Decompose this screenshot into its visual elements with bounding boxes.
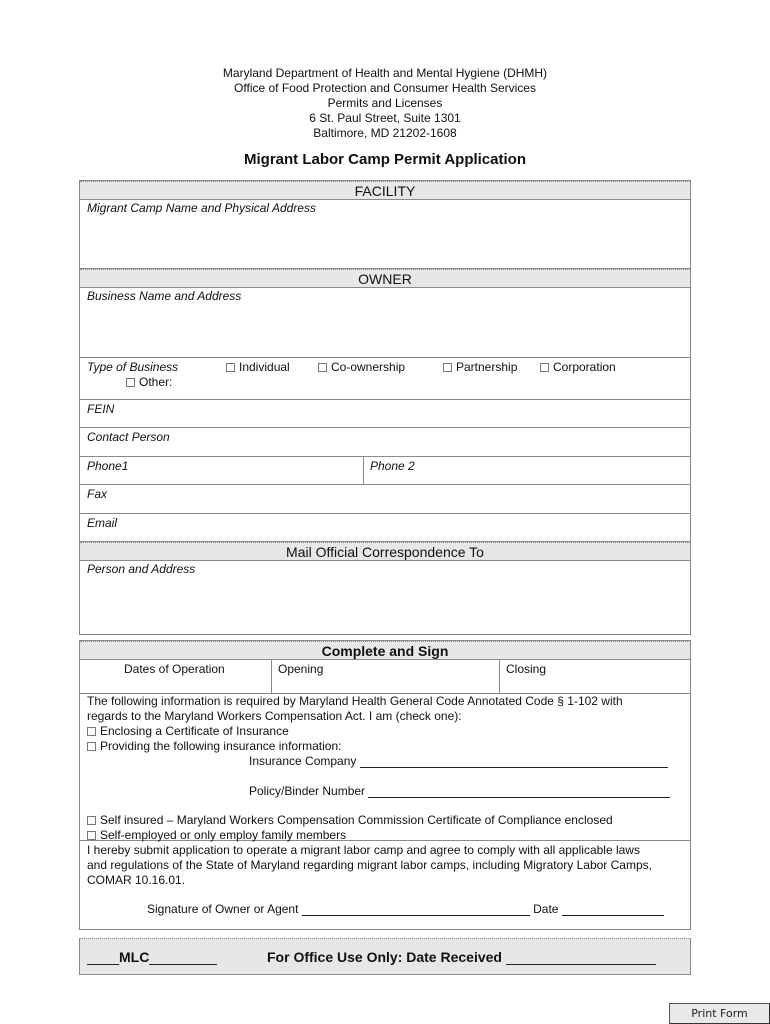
fax-field[interactable] xyxy=(80,485,690,514)
self-employed-checkbox[interactable] xyxy=(87,831,96,840)
date-received-field xyxy=(267,949,656,965)
contact-person-label: Contact Person xyxy=(87,430,170,444)
insurance-company-label: Insurance Company xyxy=(249,754,357,768)
facility-heading: FACILITY xyxy=(80,181,690,200)
type-coownership-checkbox[interactable] xyxy=(318,363,327,372)
contact-person-field[interactable] xyxy=(80,428,690,457)
complete-sign-section xyxy=(79,640,691,930)
policy-number-line[interactable] xyxy=(368,786,670,798)
policy-number-label: Policy/Binder Number xyxy=(249,784,366,798)
fax-label: Fax xyxy=(87,487,108,501)
business-type-label: Type of Business xyxy=(87,360,179,374)
business-type-row xyxy=(80,358,690,400)
certificate-checkbox[interactable] xyxy=(87,727,96,736)
agency-name: Maryland Department of Health and Mental Hygiene (DHMH) xyxy=(222,66,548,80)
complete-sign-heading: Complete and Sign xyxy=(80,641,690,660)
type-corporation-option[interactable]: Corporation xyxy=(540,360,616,374)
fein-label: FEIN xyxy=(87,402,115,416)
signature-row xyxy=(147,902,664,916)
mlc-suffix-line[interactable] xyxy=(149,953,217,965)
business-address-label: Business Name and Address xyxy=(87,289,242,303)
mlc-prefix-line[interactable] xyxy=(87,953,119,965)
form-title: Migrant Labor Camp Permit Application xyxy=(244,151,526,168)
email-field[interactable] xyxy=(80,514,690,542)
city-address: Baltimore, MD 21202-1608 xyxy=(313,126,457,140)
type-individual-checkbox[interactable] xyxy=(226,363,235,372)
insurance-info-line-1: The following information is required by Maryland Health General Code Annotated Code § 1-102 with xyxy=(87,694,623,708)
type-other-checkbox[interactable] xyxy=(126,378,135,387)
self-insured-checkbox[interactable] xyxy=(87,816,96,825)
print-form-button[interactable]: Print Form xyxy=(669,1003,770,1024)
dates-of-operation-label: Dates of Operation xyxy=(124,662,225,676)
mail-heading: Mail Official Correspondence To xyxy=(80,542,690,561)
office-name: Office of Food Protection and Consumer Health Services xyxy=(234,81,536,95)
certificate-option[interactable]: Enclosing a Certificate of Insurance xyxy=(87,724,289,738)
phone2-label: Phone 2 xyxy=(370,459,415,473)
policy-number-row xyxy=(249,784,670,798)
self-insured-option[interactable]: Self insured – Maryland Workers Compensation Commission Certificate of Compliance enclosed xyxy=(87,813,613,827)
dates-row xyxy=(80,660,690,694)
type-coownership-option[interactable]: Co-ownership xyxy=(318,360,405,374)
type-partnership-option[interactable]: Partnership xyxy=(443,360,517,374)
mlc-field xyxy=(87,949,217,965)
insurance-company-line[interactable] xyxy=(360,756,668,768)
type-individual-option[interactable]: Individual xyxy=(226,360,290,374)
mlc-label: MLC xyxy=(119,949,150,965)
owner-heading: OWNER xyxy=(80,269,690,288)
submission-line-2: and regulations of the State of Maryland regarding migrant labor camps, including Migratory Labor Camps, xyxy=(87,858,652,872)
fein-field[interactable] xyxy=(80,400,690,428)
phone-row xyxy=(80,457,690,485)
insurance-option[interactable]: Providing the following insurance information: xyxy=(87,739,341,753)
agency-header xyxy=(0,66,770,141)
camp-address-label: Migrant Camp Name and Physical Address xyxy=(87,201,316,215)
type-corporation-checkbox[interactable] xyxy=(540,363,549,372)
unit-name: Permits and Licenses xyxy=(327,96,443,110)
date-received-label: For Office Use Only: Date Received xyxy=(267,949,502,965)
street-address: 6 St. Paul Street, Suite 1301 xyxy=(309,111,461,125)
dates-divider-2 xyxy=(499,660,500,693)
mail-address-field[interactable] xyxy=(80,561,690,634)
signature-label: Signature of Owner or Agent xyxy=(147,902,299,916)
submission-block xyxy=(80,841,690,929)
self-employed-option[interactable]: Self-employed or only employ family members xyxy=(87,828,346,842)
office-use-bar xyxy=(79,938,691,975)
date-line[interactable] xyxy=(562,904,664,916)
type-partnership-checkbox[interactable] xyxy=(443,363,452,372)
submission-line-1: I hereby submit application to operate a migrant labor camp and agree to comply with all applicable laws xyxy=(87,843,640,857)
opening-date-field[interactable]: Opening xyxy=(278,662,324,676)
dates-divider-1 xyxy=(271,660,272,693)
closing-date-field[interactable]: Closing xyxy=(506,662,547,676)
phone-divider xyxy=(363,457,364,484)
business-address-field[interactable] xyxy=(80,288,690,358)
insurance-block xyxy=(80,694,690,841)
submission-line-3: COMAR 10.16.01. xyxy=(87,873,186,887)
application-section xyxy=(79,180,691,635)
signature-line[interactable] xyxy=(302,904,530,916)
phone1-label: Phone1 xyxy=(87,459,129,473)
insurance-company-row xyxy=(249,754,668,768)
date-label: Date xyxy=(533,902,559,916)
email-label: Email xyxy=(87,516,118,530)
type-other-option[interactable]: Other: xyxy=(126,375,172,389)
insurance-checkbox[interactable] xyxy=(87,742,96,751)
insurance-info-line-2: regards to the Maryland Workers Compensation Act. I am (check one): xyxy=(87,709,462,723)
camp-address-field[interactable] xyxy=(80,200,690,269)
date-received-line[interactable] xyxy=(506,953,656,965)
mail-address-label: Person and Address xyxy=(87,562,196,576)
